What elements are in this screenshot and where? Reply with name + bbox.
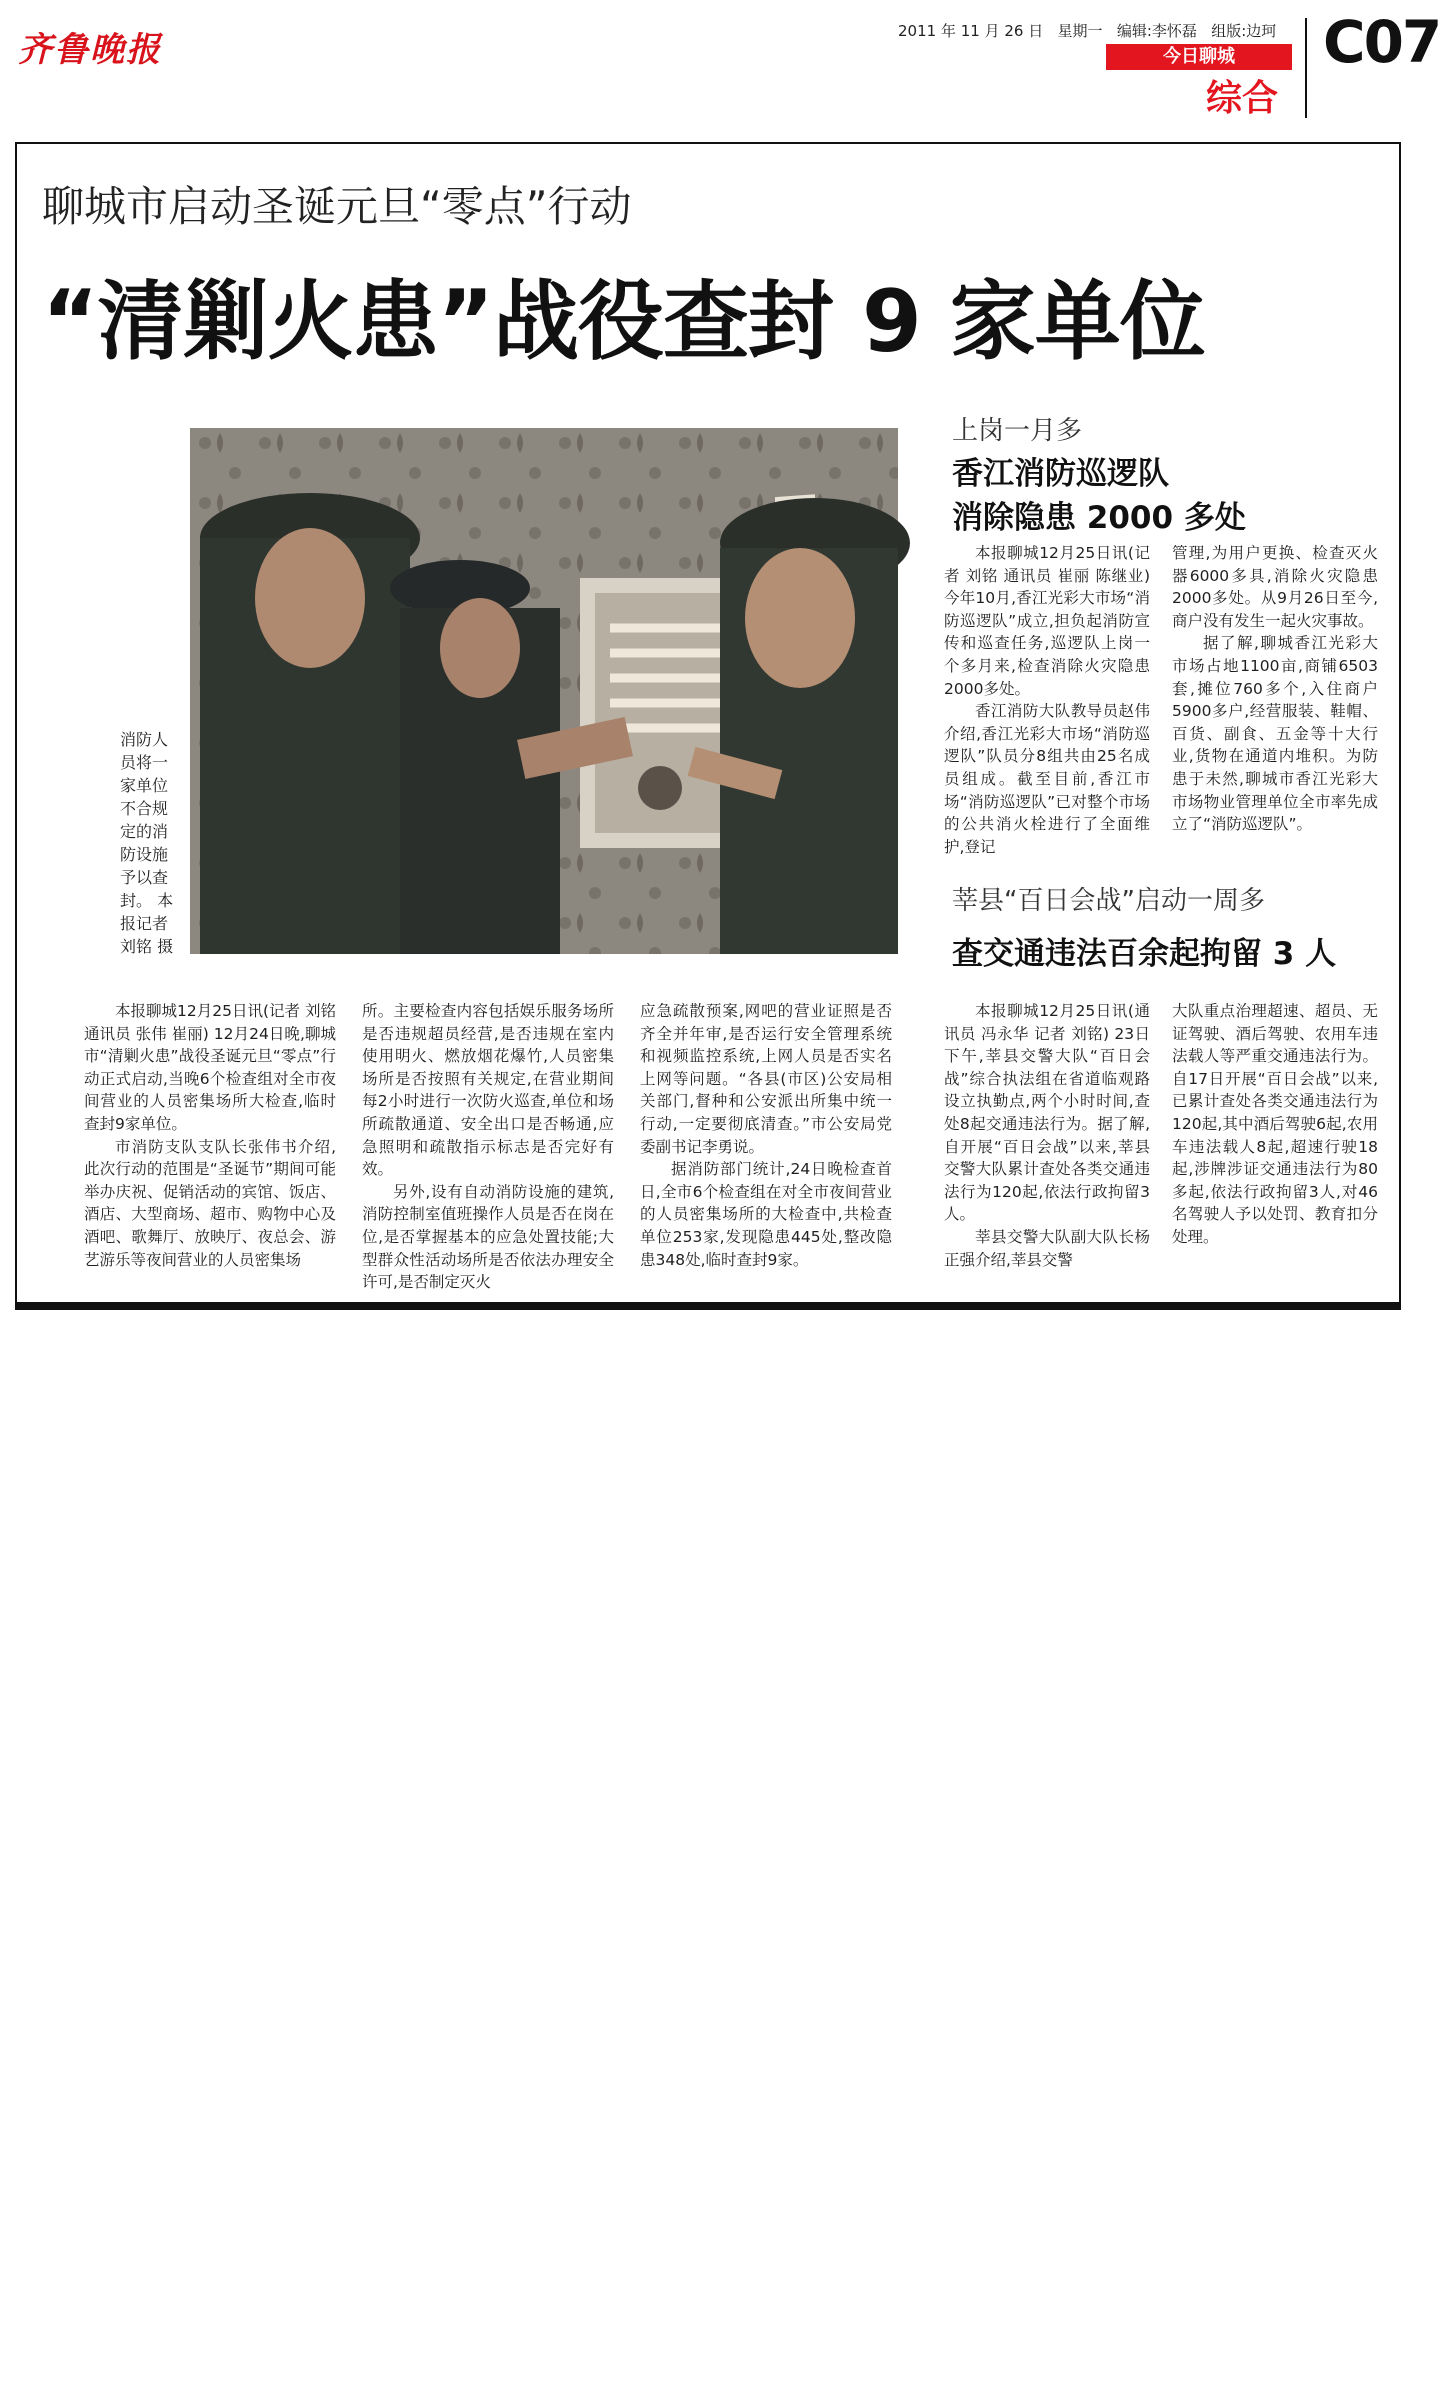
paragraph: 据消防部门统计,24日晚检查首日,全市6个检查组在对全市夜间营业的人员密集场所的大检查中,共检查单位253家,发现隐患445处,整改隐患348处,临时查封9家。 <box>640 1160 892 1269</box>
section-tag: 今日聊城 <box>1106 44 1292 70</box>
story2-headline-line2: 消除隐患 2000 多处 <box>952 500 1246 536</box>
paragraph: 市消防支队支队长张伟书介绍,此次行动的范围是“圣诞节”期间可能举办庆祝、促销活动的宾馆、饭店、酒店、大型商场、超市、购物中心及酒吧、歌舞厅、放映厅、夜总会、游艺游乐等夜间营业的人员密集场 <box>84 1137 336 1269</box>
paragraph: 本报聊城12月25日讯(记者 刘铭 通讯员 张伟 崔丽) 12月24日晚,聊城市“清剿火患”战役圣诞元旦“零点”行动正式启动,当晚6个检查组对全市夜间营业的人员密集场所大检查,临时查封9家单位。 <box>84 1002 336 1133</box>
main-headline: “清剿火患”战役查封 9 家单位 <box>42 272 1205 372</box>
editor-credit: 编辑:李怀磊 <box>1116 22 1197 40</box>
main-kicker: 聊城市启动圣诞元旦“零点”行动 <box>42 182 632 231</box>
paragraph: 管理,为用户更换、检查灭火器6000多具,消除火灾隐患2000多处。从9月26日至今,商户没有发生一起火灾事故。 <box>1172 544 1378 630</box>
main-story-column-2 <box>362 1000 614 1294</box>
main-story-column-3 <box>640 1000 892 1271</box>
paragraph: 大队重点治理超速、超员、无证驾驶、酒后驾驶、农用车违法载人等严重交通违法行为。自17日开展“百日会战”以来,已累计查处各类交通违法行为120起,其中酒后驾驶6起,农用车违法载人8起,超速行驶18起,涉牌涉证交通违法行为80多起,依法行政拘留3人,对46名驾驶人予以处罚、教育扣分处理。 <box>1172 1002 1378 1246</box>
paragraph: 所。主要检查内容包括娱乐服务场所是否违规超员经营,是否违规在室内使用明火、燃放烟花爆竹,人员密集场所是否按照有关规定,在营业期间每2小时进行一次防火巡查,单位和场所疏散通道、安全出口是否畅通,应急照明和疏散指示标志是否完好有效。 <box>362 1002 614 1179</box>
story3-headline: 查交通违法百余起拘留 3 人 <box>952 936 1337 972</box>
issue-date: 2011 年 11 月 26 日 <box>898 22 1044 40</box>
story2-headline-line1: 香江消防巡逻队 <box>952 456 1169 492</box>
photo-caption: 消防人员将一家单位不合规定的消防设施予以查封。 本报记者 刘铭 摄 <box>120 730 174 956</box>
news-photo-illustration <box>190 428 898 954</box>
paragraph: 本报聊城12月25日讯(通讯员 冯永华 记者 刘铭) 23日下午,莘县交警大队“百日会战”综合执法组在省道临观路设立执勤点,两个小时时间,查处8起交通违法行为。据了解,自开展“百日会战”以来,莘县交警大队累计查处各类交通违法行为120起,依法行政拘留3人。 <box>944 1002 1150 1224</box>
story2-column-1 <box>944 542 1150 858</box>
paragraph: 香江消防大队教导员赵伟介绍,香江光彩大市场“消防巡逻队”队员分8组共由25名成员组成。截至目前,香江市场“消防巡逻队”已对整个市场的公共消火栓进行了全面维护,登记 <box>944 702 1150 856</box>
paragraph: 本报聊城12月25日讯(记者 刘铭 通讯员 崔丽 陈继业) 今年10月,香江光彩大市场“消防巡逻队”成立,担负起消防宣传和巡查任务,巡逻队上岗一个多月来,检查消除火灾隐患2000多处。 <box>944 544 1150 698</box>
frame-bottom-rule <box>15 1302 1401 1310</box>
paragraph: 据了解,聊城香江光彩大市场占地1100亩,商铺6503套,摊位760多个,入住商户5900多户,经营服装、鞋帽、百货、副食、五金等十大行业,货物在通道内堆积。为防患于未然,聊城市香江光彩大市场物业管理单位全市率先成立了“消防巡逻队”。 <box>1172 634 1378 834</box>
main-story-column-1 <box>84 1000 336 1271</box>
issue-meta <box>898 20 1276 41</box>
issue-weekday: 星期一 <box>1057 22 1103 40</box>
paragraph: 应急疏散预案,网吧的营业证照是否齐全并年审,是否运行安全管理系统和视频监控系统,上网人员是否实名上网等问题。“各县(市区)公安局相关部门,督种和公安派出所集中统一行动,一定要彻底清查。”市公安局党委副书记李勇说。 <box>640 1002 892 1156</box>
story2-column-2 <box>1172 542 1378 836</box>
newspaper-logo: 齐鲁晚报 <box>18 30 162 70</box>
paragraph: 另外,设有自动消防设施的建筑,消防控制室值班操作人员是否在岗在位,是否掌握基本的应急处置技能;大型群众性活动场所是否依法办理安全许可,是否制定灭火 <box>362 1182 614 1292</box>
story3-column-2 <box>1172 1000 1378 1249</box>
page-number: C07 <box>1323 8 1440 76</box>
designer-credit: 组版:边珂 <box>1211 22 1277 40</box>
paragraph: 莘县交警大队副大队长杨正强介绍,莘县交警 <box>944 1227 1150 1269</box>
story3-column-1 <box>944 1000 1150 1271</box>
story2-kicker: 上岗一月多 <box>952 416 1083 446</box>
news-photo <box>190 428 898 954</box>
section-name: 综合 <box>1206 78 1279 119</box>
masthead-divider <box>1305 18 1307 118</box>
story3-kicker: 莘县“百日会战”启动一周多 <box>952 886 1265 916</box>
